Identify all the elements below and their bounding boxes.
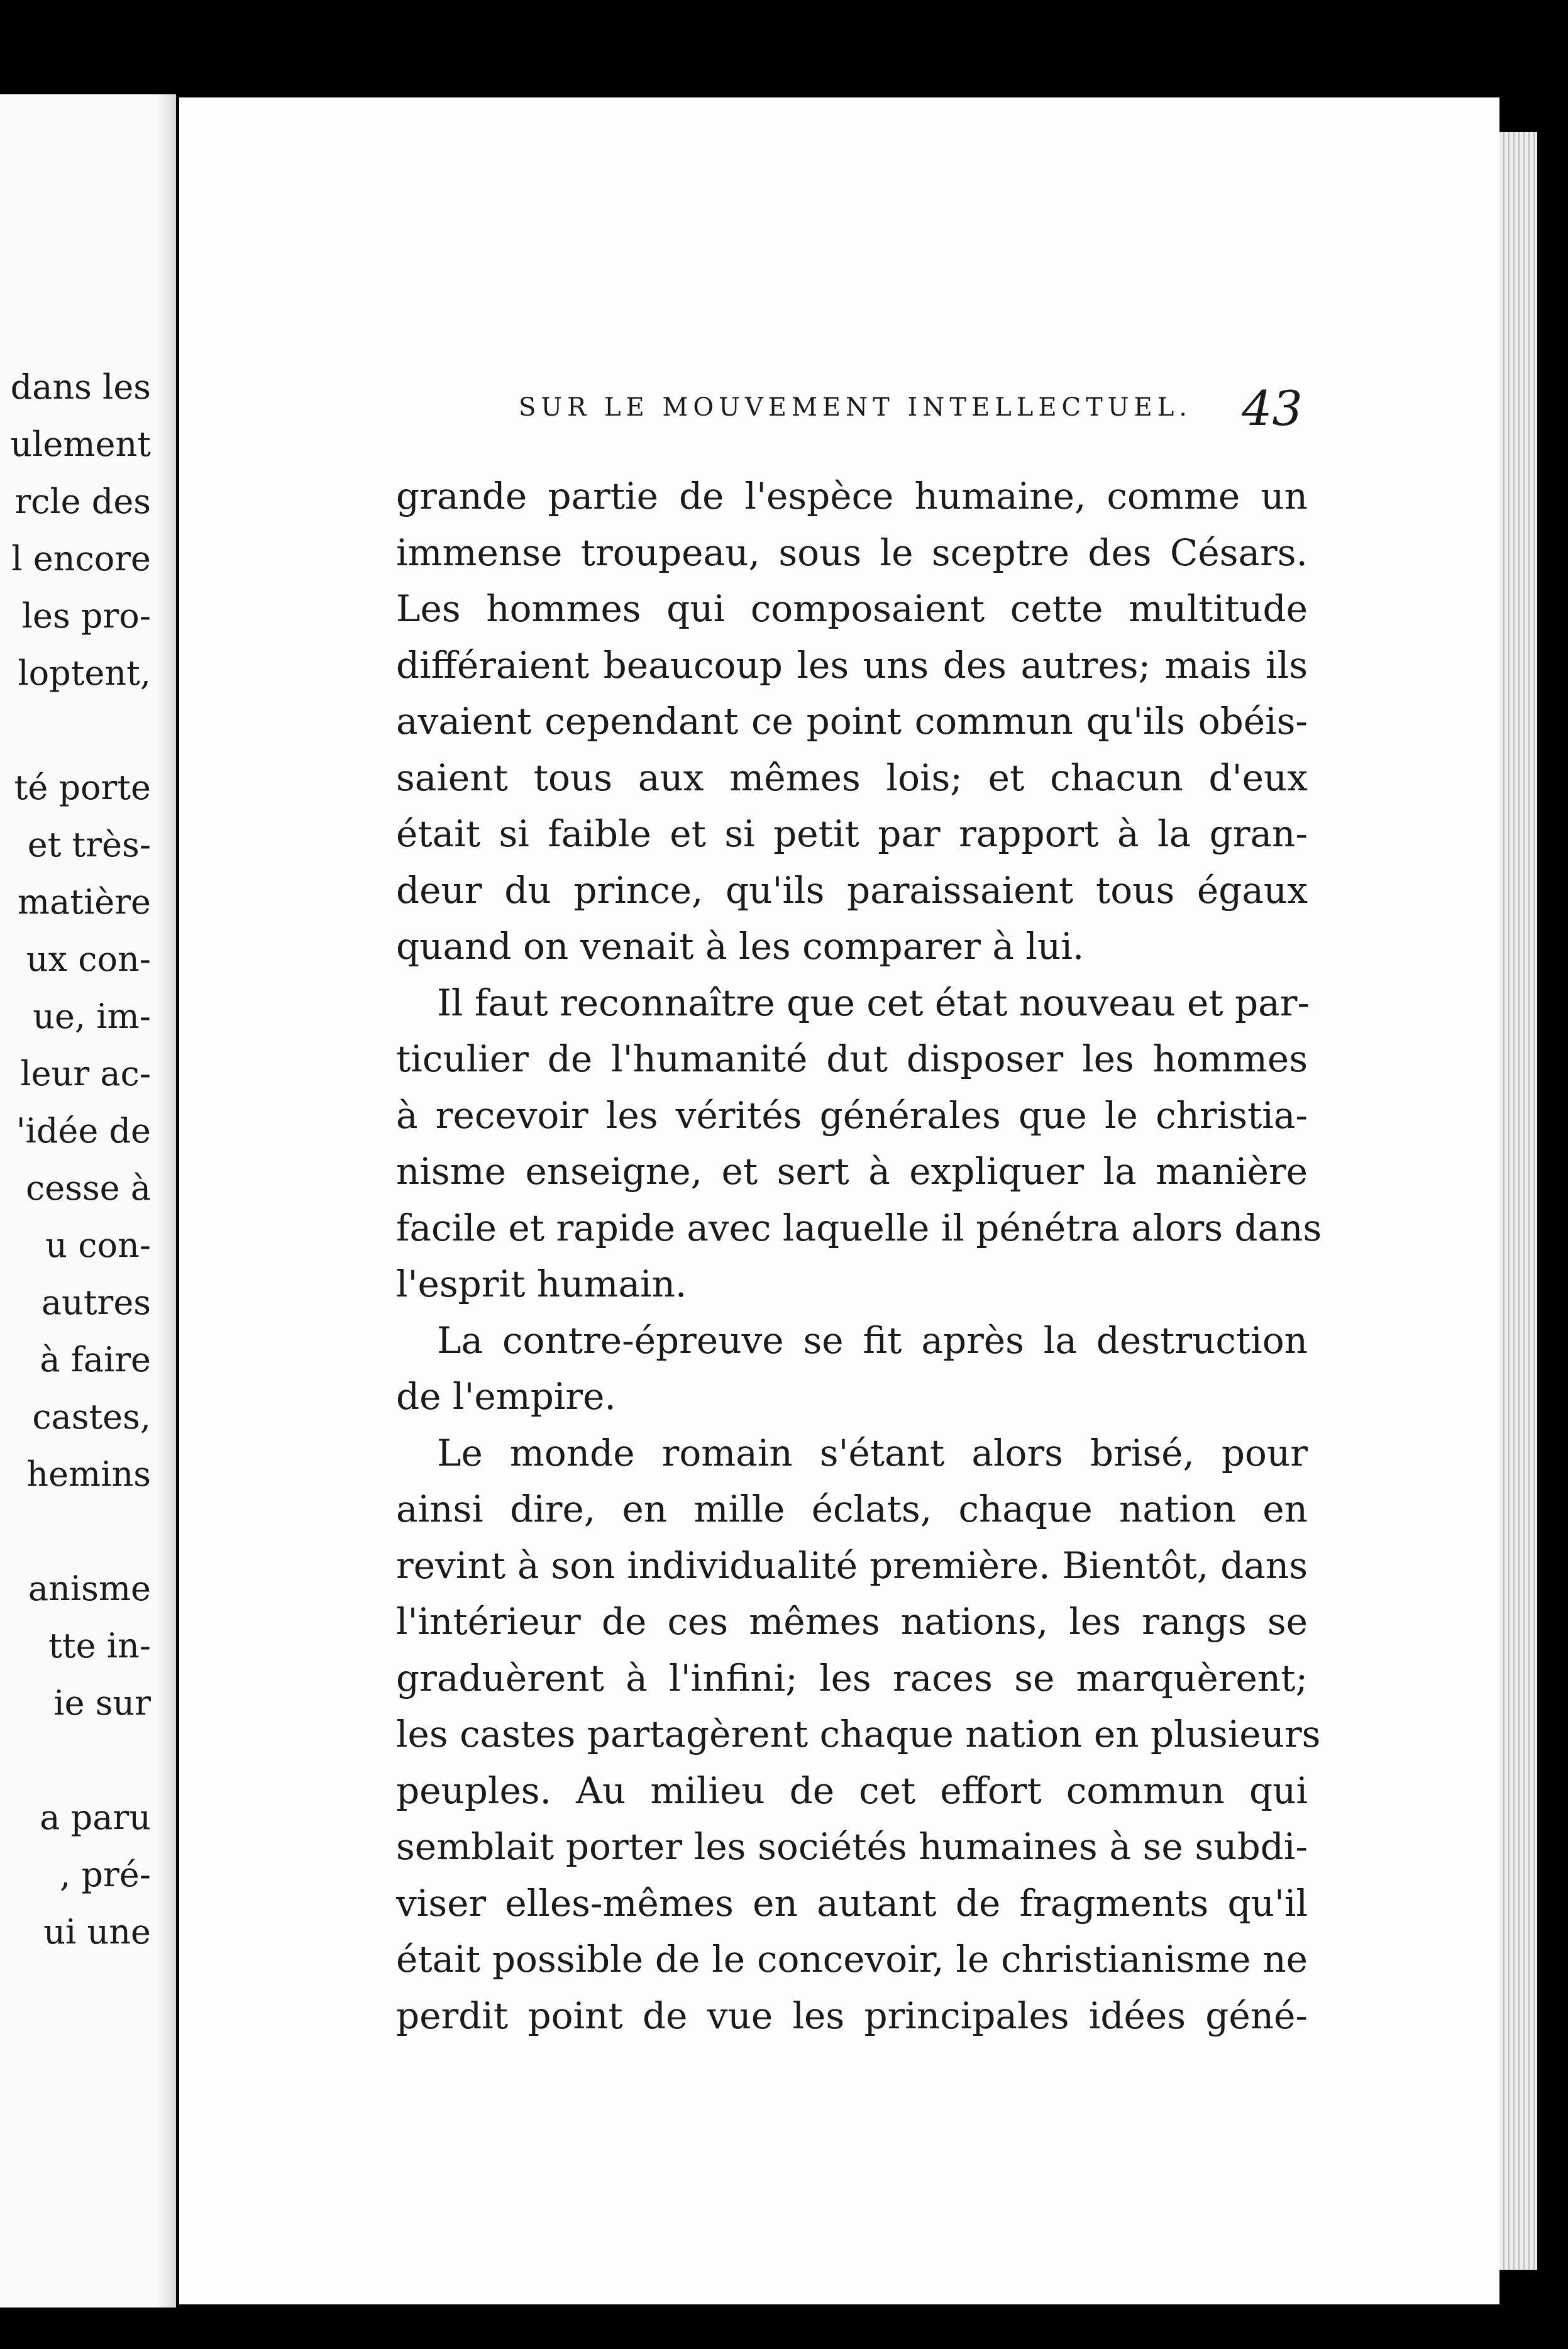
facing-page-line: cesse à xyxy=(26,1168,151,1208)
facing-page-line: ue, im- xyxy=(33,997,151,1036)
line-gap xyxy=(10,1503,151,1560)
body-text xyxy=(396,468,1322,2044)
text-line: l'esprit humain. xyxy=(396,1263,687,1305)
facing-page-line: té porte xyxy=(14,768,151,807)
line-gap xyxy=(10,702,151,759)
facing-page-line: a paru xyxy=(40,1798,151,1837)
facing-page-line: matière xyxy=(17,882,151,922)
text-line: était possible de le concevoir, le christianisme ne xyxy=(396,1938,1308,1981)
text-line: deur du prince, qu'ils paraissaient tous égaux xyxy=(396,868,1308,912)
facing-page-text xyxy=(10,358,151,1960)
facing-page-line: leur ac- xyxy=(20,1054,151,1093)
page-edge xyxy=(1499,132,1537,2270)
facing-page xyxy=(0,94,176,2308)
text-line: ticulier de l'humanité dut disposer les hommes xyxy=(396,1037,1308,1080)
facing-page-line: ux con- xyxy=(26,939,151,979)
text-line: de l'empire. xyxy=(396,1375,616,1418)
text-line: l'intérieur de ces mêmes nations, les rangs se xyxy=(396,1600,1308,1643)
text-line: facile et rapide avec laquelle il pénétra alors dans xyxy=(396,1206,1322,1249)
text-line: viser elles-mêmes en autant de fragments qu'il xyxy=(396,1881,1308,1925)
text-line: était si faible et si petit par rapport à la gran- xyxy=(396,812,1308,855)
text-line: La contre-épreuve se fit après la destruction xyxy=(437,1318,1308,1362)
facing-page-line: et très- xyxy=(27,825,151,865)
text-line: grande partie de l'espèce humaine, comme un xyxy=(396,475,1308,517)
text-line: Les hommes qui composaient cette multitude xyxy=(396,587,1308,630)
main-page xyxy=(179,97,1499,2304)
running-header: SUR LE MOUVEMENT INTELLECTUEL. xyxy=(519,393,1192,422)
facing-page-line: dans les xyxy=(10,367,151,407)
text-line: nisme enseigne, et sert à expliquer la manière xyxy=(396,1150,1308,1193)
facing-page-line: loptent, xyxy=(18,653,151,693)
gutter-shadow xyxy=(157,94,176,2308)
facing-page-line: ie sur xyxy=(53,1683,151,1723)
facing-page-line: 'idée de xyxy=(16,1111,151,1151)
facing-page-line: u con- xyxy=(45,1225,151,1265)
text-line: Le monde romain s'étant alors brisé, pour xyxy=(437,1431,1308,1474)
facing-page-line: castes, xyxy=(32,1397,151,1437)
text-line: ainsi dire, en mille éclats, chaque nation en xyxy=(396,1488,1308,1530)
facing-page-line: ulement xyxy=(10,424,151,464)
text-line: graduèrent à l'infini; les races se marquèrent; xyxy=(396,1656,1308,1700)
facing-page-line: à faire xyxy=(40,1340,151,1379)
facing-page-line: hemins xyxy=(26,1454,151,1494)
facing-page-line: anisme xyxy=(28,1569,151,1608)
text-line: saient tous aux mêmes lois; et chacun d'eux xyxy=(396,756,1308,799)
facing-page-line: l encore xyxy=(11,539,151,578)
facing-page-line: , pré- xyxy=(60,1855,151,1894)
text-line: revint à son individualité première. Bientôt, dans xyxy=(396,1544,1308,1587)
facing-page-line: les pro- xyxy=(21,596,151,636)
text-line: les castes partagèrent chaque nation en plusieurs xyxy=(396,1713,1321,1755)
facing-page-line: ui une xyxy=(43,1912,151,1952)
facing-page-line: rcle des xyxy=(14,482,151,521)
text-line: immense troupeau, sous le sceptre des Césars. xyxy=(396,531,1308,574)
facing-page-line: autres xyxy=(41,1283,151,1322)
page-number: 43 xyxy=(1242,380,1303,436)
text-line: quand on venait à les comparer à lui. xyxy=(396,925,1085,968)
facing-page-line: tte in- xyxy=(48,1626,151,1666)
text-line: à recevoir les vérités générales que le christia- xyxy=(396,1093,1308,1137)
text-line: semblait porter les sociétés humaines à se subdi- xyxy=(396,1825,1308,1868)
text-line: peuples. Au milieu de cet effort commun qui xyxy=(396,1769,1308,1812)
text-line: perdit point de vue les principales idées géné- xyxy=(396,1994,1308,2037)
text-line: différaient beaucoup les uns des autres; mais ils xyxy=(396,643,1308,687)
text-line: Il faut reconnaître que cet état nouveau et par- xyxy=(437,981,1310,1024)
line-gap xyxy=(10,1732,151,1789)
text-line: avaient cependant ce point commun qu'ils obéis- xyxy=(396,700,1308,743)
